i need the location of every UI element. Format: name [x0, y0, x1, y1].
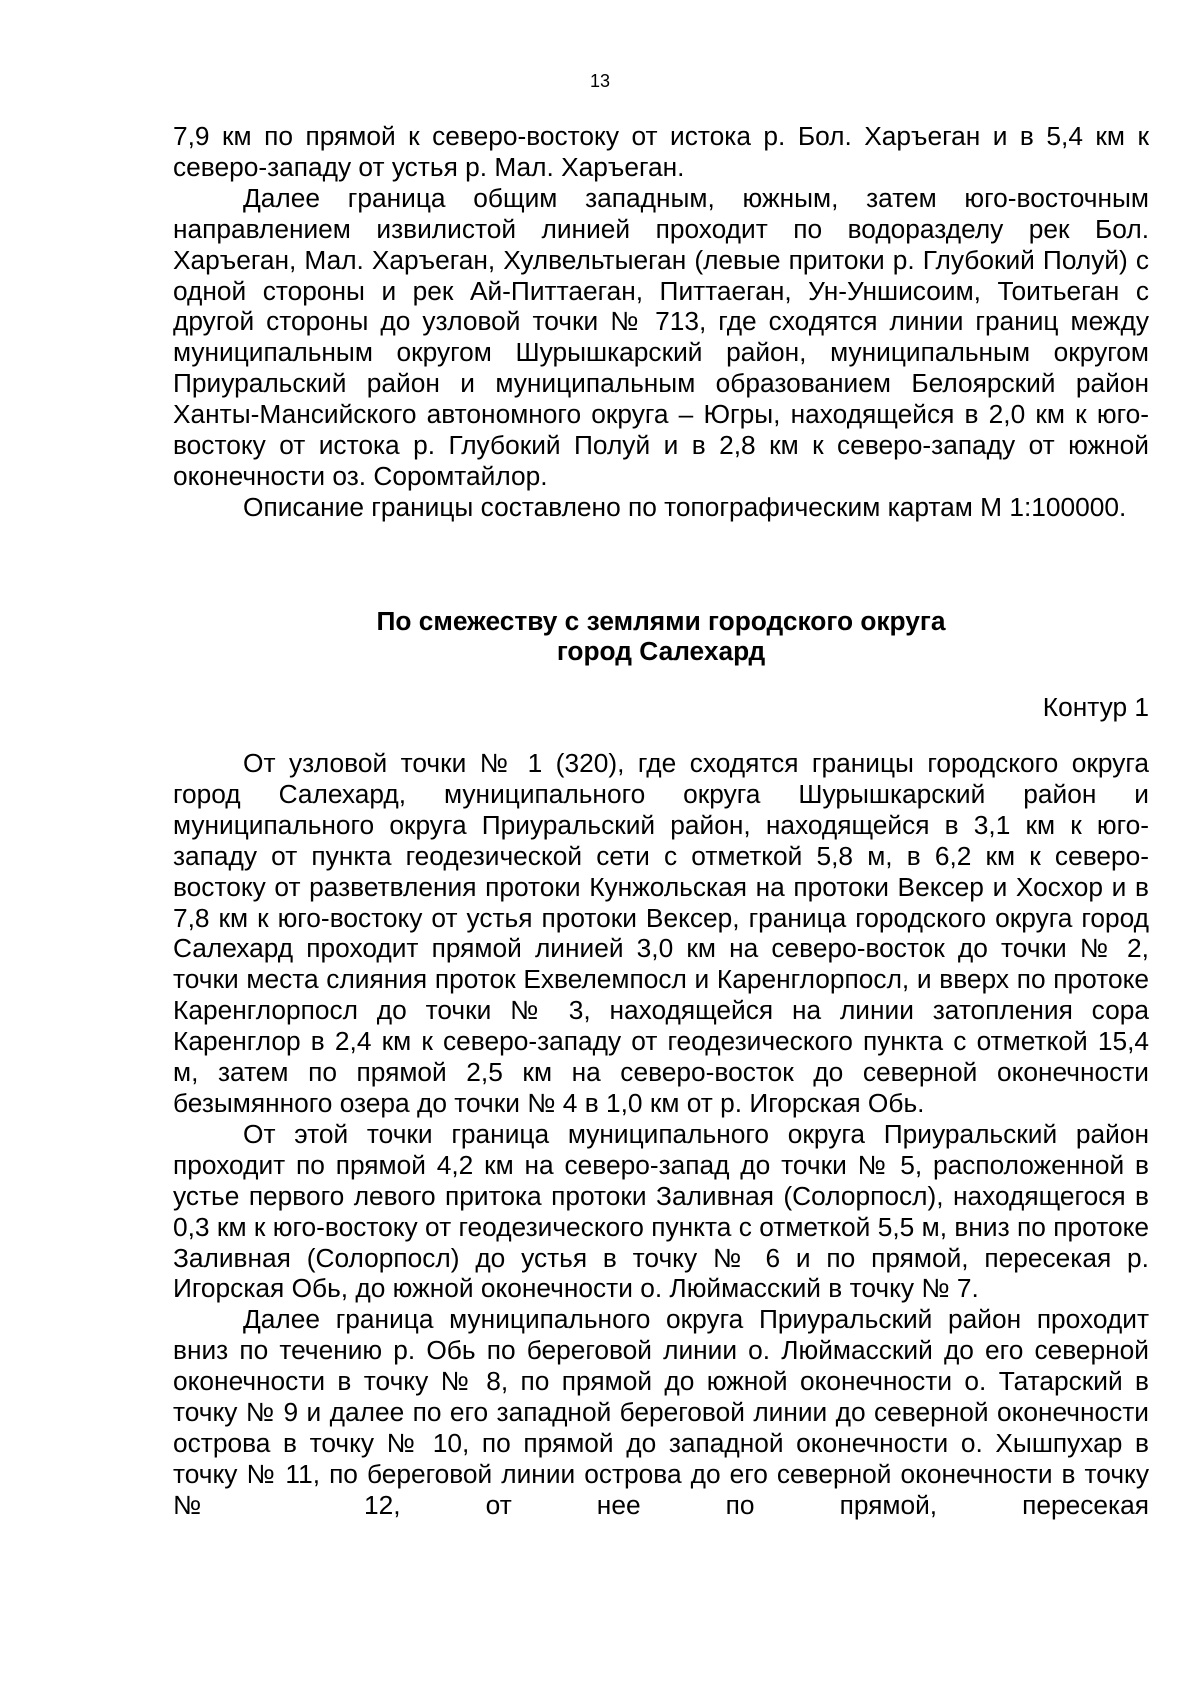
contour-label: Контур 1 [1042, 692, 1149, 722]
section-paragraph-3: Далее граница муниципального округа Приуральский район проходит вниз по течению р. Обь по береговой линии о. Люймасский до его северной оконечности в точку № 8, по прямой до южной оконечности о. Татарский в точку № 9 и далее по его западной береговой линии до северной оконечности острова в точку № 10, по прямой до западной оконечности о. Хышпухар в точку № 11, по береговой линии острова до его северной оконечности в точку № 12, от нее по прямой, пересекая [173, 1304, 1149, 1520]
section-heading-line-1: По смежеству с землями городского округа [376, 606, 946, 636]
page-number: 13 [589, 71, 611, 91]
section-paragraph-1: От узловой точки № 1 (320), где сходятся границы городского округа город Салехард, муниципального округа Шурышкарский район и муниципального округа Приуральский район, находящейся в 3,1 км к юго-западу от пункта геодезической сети с отметкой 5,8 м, в 6,2 км к северо-востоку от разветвления протоки Кунжольская на протоки Вексер и Хосхор и в 7,8 км к юго-востоку от устья протоки Вексер, граница городского округа город Салехард проходит прямой линией 3,0 км на северо-восток до точки № 2, точки места слияния проток Ехвелемпосл и Каренглорпосл, и вверх по протоке Каренглорпосл до точки № 3, находящейся на линии затопления сора Каренглор в 2,4 км к северо-западу от геодезического пункта с отметкой 15,4 м, затем по прямой 2,5 км на северо-восток до северной оконечности безымянного озера до точки № 4 в 1,0 км от р. Игорская Обь. [173, 748, 1149, 1118]
map-source-paragraph: Описание границы составлено по топографическим картам М 1:100000. [243, 491, 1127, 522]
section-heading [173, 606, 1149, 666]
intro-text-block [173, 121, 1149, 523]
section-paragraph-2: От этой точки граница муниципального округа Приуральский район проходит по прямой 4,2 км на северо-запад до точки № 5, расположенной в устье первого левого притока протоки Заливная (Солорпосл), находящегося в 0,3 км к юго-востоку от геодезического пункта с отметкой 5,5 м, вниз по протоке Заливная (Солорпосл) до устья в точку № 6 и по прямой, пересекая р. Игорская Обь, до южной оконечности о. Люймасский в точку № 7. [173, 1118, 1149, 1304]
section-text-block [173, 748, 1149, 1521]
section-heading-line-2: город Салехард [556, 636, 766, 666]
continuation-paragraph: 7,9 км по прямой к северо-востоку от истока р. Бол. Харъеган и в 5,4 км к северо-западу от устья р. Мал. Харъеган. [173, 121, 1149, 182]
boundary-description-paragraph: Далее граница общим западным, южным, затем юго-восточным направлением извилистой линией проходит по водоразделу рек Бол. Харъеган, Мал. Харъеган, Хулвельтыеган (левые притоки р. Глубокий Полуй) с одной стороны и рек Ай-Питтаеган, Питтаеган, Ун-Уншисоим, Тоитьеган с другой стороны до узловой точки № 713, где сходятся линии границ между муниципальным округом Шурышкарский район, муниципальным округом Приуральский район и муниципальным образованием Белоярский район Ханты-Мансийского автономного округа – Югры, находящейся в 2,0 км к юго-востоку от истока р. Глубокий Полуй и в 2,8 км к северо-западу от южной оконечности оз. Соромтайлор. [173, 182, 1149, 491]
